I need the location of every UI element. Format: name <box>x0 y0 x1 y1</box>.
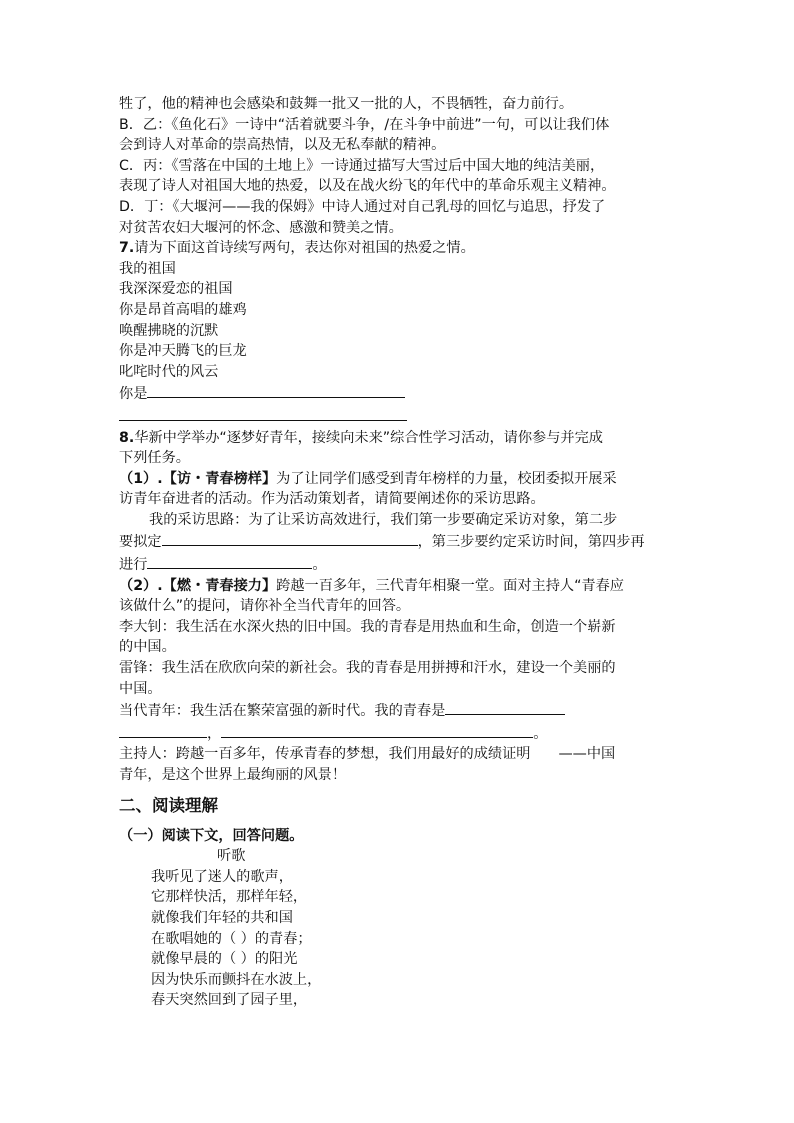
poem-line: 它那样快活，那样年轻， <box>151 889 308 906</box>
q6-option-c-line2: 表现了诗人对祖国大地的热爱，以及在战火纷飞的年代中的革命乐观主义精神。 <box>119 178 616 195</box>
q7-answer-blank2[interactable] <box>119 405 407 421</box>
q7-poem-line: 唤醒拂晓的沉默 <box>119 322 219 339</box>
reading-subsection-title: （一）阅读下文，回答问题。 <box>119 827 304 844</box>
q7-poem-line: 我的祖国 <box>119 260 176 277</box>
q8-li-dazhao-line1: 李大钊：我生活在水深火热的旧中国。我的青春是用热血和生命，创造一个崭新 <box>119 618 616 635</box>
q7-poem-line: 你是昂首高唱的雄鸡 <box>119 301 247 318</box>
q8-part1-line1: （1）.【访・青春榜样】为了让同学们感受到青年榜样的力量，校团委拟开展采 <box>119 470 617 487</box>
q8-part2-blank1[interactable] <box>445 699 565 715</box>
q8-part1-answer-line2: 要拟定 ，第三步要约定采访时间，第四步再 <box>119 530 679 553</box>
poem-line: 在歌唱她的（ ）的青春； <box>151 930 312 947</box>
q8-part1-answer-line3: 进行 。 <box>119 553 679 576</box>
poem-line: 春天突然回到了园子里， <box>151 992 308 1009</box>
q8-part1-answer-line1: 我的采访思路：为了让采访高效进行，我们第一步要确定采访对象，第二步 <box>149 511 618 528</box>
q6-continuation: 牲了，他的精神也会感染和鼓舞一批又一批的人，不畏牺牲，奋力前行。 <box>119 96 574 112</box>
q6-option-b-line2: 会到诗人对革命的崇高热情，以及无私奉献的精神。 <box>119 137 446 154</box>
q8-lei-feng-line2: 中国。 <box>119 680 162 697</box>
q8-li-dazhao-line2: 的中国。 <box>119 639 176 656</box>
q8-prompt-line2: 下列任务。 <box>119 450 190 467</box>
q7-answer-blank1[interactable] <box>147 382 405 398</box>
q8-part2-line2: 该做什么”的提问，请你补全当代青年的回答。 <box>119 598 411 615</box>
q8-number: 8. <box>119 429 135 446</box>
exam-page <box>119 94 679 1011</box>
q8-part1-blank2[interactable] <box>147 553 312 569</box>
q8-lei-feng-line1: 雷锋：我生活在欣欣向荣的新社会。我的青春是用拼搏和汗水，建设一个美丽的 <box>119 660 616 677</box>
q7-prompt: 7.请为下面这首诗续写两句，表达你对祖国的热爱之情。 <box>119 240 475 257</box>
poem-line: 就像我们年轻的共和国 <box>151 909 293 926</box>
q7-number: 7. <box>119 240 135 257</box>
q8-host-line2: 青年，是这个世界上最绚丽的风景！ <box>119 767 347 783</box>
q7-poem-line: 叱咤时代的风云 <box>119 363 219 380</box>
q7-poem-line: 你是冲天腾飞的巨龙 <box>119 343 247 360</box>
poem-line: 因为快乐而颤抖在水波上， <box>151 971 322 988</box>
q6-option-c-line1: C．丙：《雪落在中国的土地上》一诗通过描写大雪过后中国大地的纯洁美丽， <box>119 157 605 174</box>
q8-prompt-line1: 8.华新中学举办“逐梦好青年，接续向未来”综合性学习活动，请你参与并完成 <box>119 429 603 446</box>
q7-poem-line: 我深深爱恋的祖国 <box>119 281 233 298</box>
poem-line: 就像早晨的（ ）的阳光 <box>151 951 298 968</box>
q7-answer-line1: 你是 <box>119 382 679 405</box>
poem-line: 我听见了迷人的歌声， <box>151 868 293 885</box>
section-title-reading: 二、阅读理解 <box>119 795 218 815</box>
q8-part1-blank1[interactable] <box>162 530 418 546</box>
q8-part2-line1: （2）.【燃・青春接力】跨越一百多年，三代青年相聚一堂。面对主持人“青春应 <box>119 577 624 594</box>
q8-part2-blank2[interactable] <box>119 722 207 738</box>
q8-modern-youth-line2: ， 。 <box>119 722 679 745</box>
q8-modern-youth-line: 当代青年：我生活在繁荣富强的新时代。我的青春是 <box>119 699 679 722</box>
poem-title: 听歌 <box>217 848 246 865</box>
q8-part1-line2: 访青年奋进者的活动。作为活动策划者，请简要阐述你的采访思路。 <box>119 491 545 508</box>
q8-host-line1: 主持人：跨越一百多年，传承青春的梦想，我们用最好的成绩证明 ——中国 <box>119 746 616 763</box>
q6-option-b-line1: B．乙：《鱼化石》一诗中“活着就要斗争，/在斗争中前进”一句，可以让我们体 <box>119 116 610 133</box>
q6-option-d-line1: D．丁：《大堰河——我的保姆》中诗人通过对自己乳母的回忆与追思，抒发了 <box>119 198 606 215</box>
q7-answer-line2 <box>119 405 679 428</box>
q8-part2-blank3[interactable] <box>221 722 533 738</box>
q6-option-d-line2: 对贫苦农妇大堰河的怀念、感激和赞美之情。 <box>119 219 403 236</box>
